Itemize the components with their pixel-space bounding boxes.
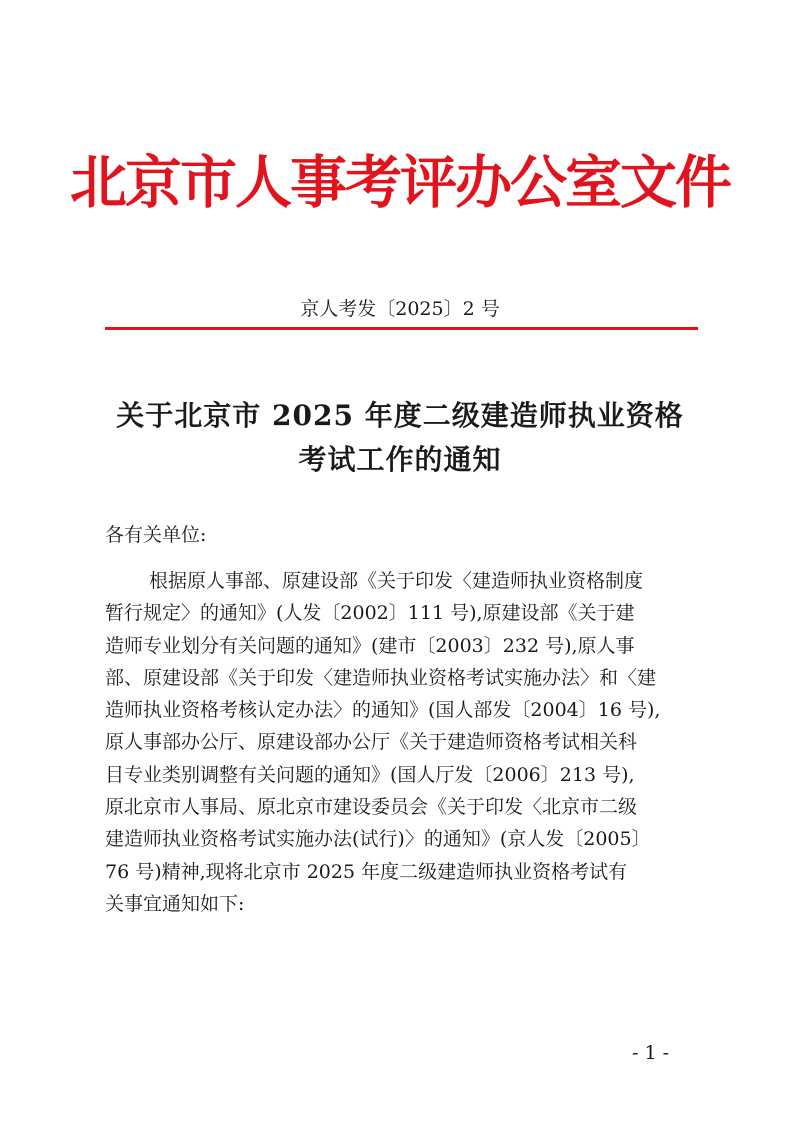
- body-line: 造师专业划分有关问题的通知》(建市〔2003〕232 号),原人事: [105, 634, 635, 657]
- body-line: 造师执业资格考核认定办法〉的通知》(国人部发〔2004〕16 号),: [105, 699, 661, 722]
- body-line: 部、原建设部《关于印发〈建造师执业资格考试实施办法〉和〈建: [105, 666, 657, 689]
- body-line: 76 号)精神,现将北京市 2025 年度二级建造师执业资格考试有: [105, 860, 628, 883]
- red-divider-line: [105, 327, 698, 330]
- notice-title-line-1: 关于北京市 2025 年度二级建造师执业资格: [116, 399, 684, 432]
- body-paragraph: [105, 565, 705, 920]
- body-line: 原北京市人事局、原北京市建设委员会《关于印发〈北京市二级: [105, 796, 638, 819]
- body-line: 暂行规定〉的通知》(人发〔2002〕111 号),原建设部《关于建: [105, 602, 635, 625]
- document-number: 京人考发〔2025〕2 号: [300, 298, 500, 320]
- body-line: 建造师执业资格考试实施办法(试行)〉的通知》(京人发〔2005〕: [105, 828, 651, 851]
- notice-title-line-2: 考试工作的通知: [298, 443, 502, 476]
- salutation: 各有关单位:: [105, 524, 207, 546]
- page-number: - 1 -: [632, 1042, 670, 1064]
- notice-title: [0, 394, 800, 482]
- body-line: 目专业类别调整有关问题的通知》(国人厅发〔2006〕213 号),: [105, 763, 635, 786]
- body-line: 关事宜通知如下:: [105, 892, 245, 915]
- document-header-title: 北京市人事考评办公室文件: [70, 149, 730, 216]
- body-line: 原人事部办公厅、原建设部办公厅《关于建造师资格考试相关科: [105, 731, 638, 754]
- body-line: 根据原人事部、原建设部《关于印发〈建造师执业资格制度: [149, 570, 644, 592]
